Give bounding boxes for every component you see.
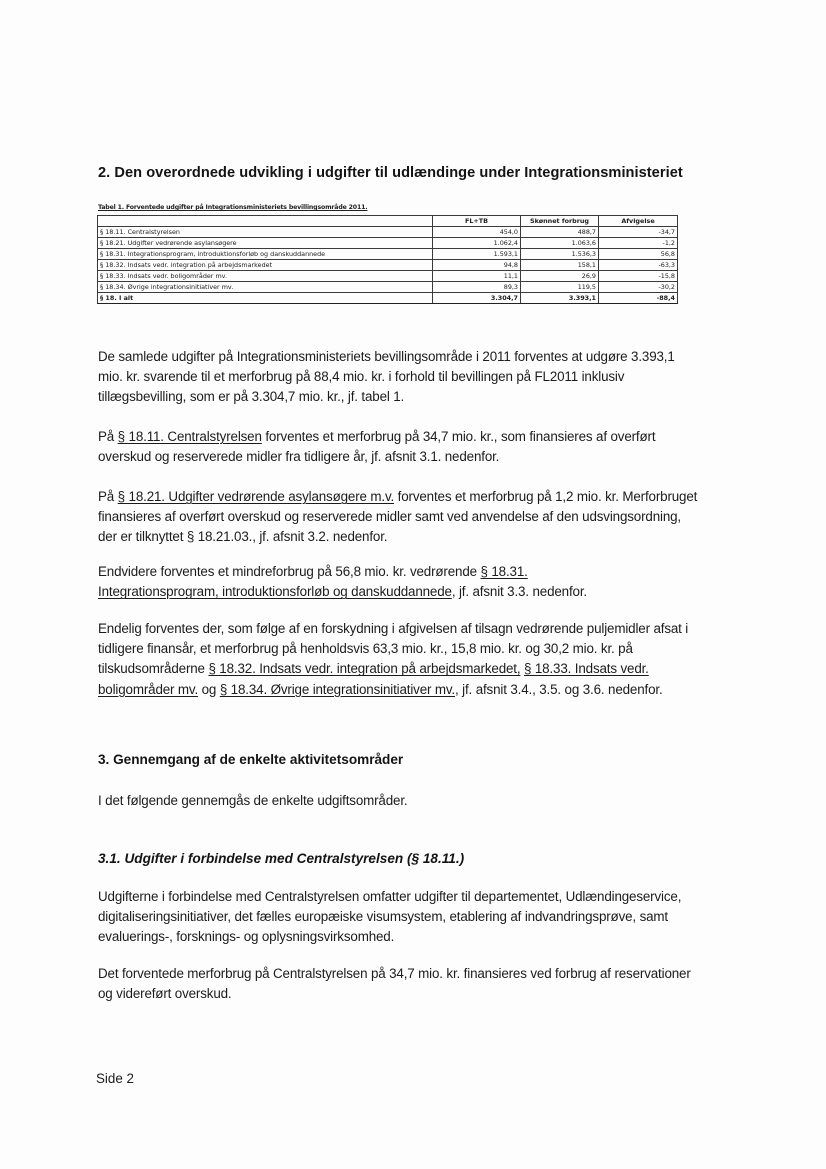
link-18-11[interactable]: § 18.11. Centralstyrelsen bbox=[117, 429, 262, 444]
row-label: § 18.33. Indsats vedr. boligområder mv. bbox=[98, 271, 433, 282]
section-3-1-heading: 3.1. Udgifter i forbindelse med Centralstyrelsen (§ 18.11.) bbox=[98, 851, 465, 866]
row-label: § 18.32. Indsats vedr. integration på arbejdsmarkedet bbox=[98, 260, 433, 271]
header-skonnet-forbrug: Skønnet forbrug bbox=[521, 216, 599, 227]
paragraph-section-3-intro: I det følgende gennemgås de enkelte udgiftsområder. bbox=[98, 793, 408, 808]
table-caption: Tabel 1. Forventede udgifter på Integrationsministeriets bevillingsområde 2011. bbox=[98, 204, 368, 211]
row-skonnet: 158,1 bbox=[521, 260, 599, 271]
text-pre: Endvidere forventes et mindreforbrug på 56,8 mio. kr. vedrørende bbox=[98, 564, 481, 579]
section-2-heading: 2. Den overordnede udvikling i udgifter til udlændinge under Integrationsministeriet bbox=[98, 165, 683, 181]
header-blank bbox=[98, 216, 433, 227]
text-pre: Endelig forventes der, som følge af en forskydning i afgivelsen af tilsagn vedrørende puljemidler afsat i tidligere finansår, et merforbrug på henholdsvis 63,3 mio. kr., 15,8 mio. kr. og 30,2 mio. kr. på tilskudsområderne bbox=[98, 621, 689, 677]
link-18-31[interactable]: § 18.31. Integrationsprogram, introduktionsforløb og danskuddannede bbox=[98, 564, 528, 600]
total-fltb: 3.304,7 bbox=[433, 293, 521, 304]
total-label: § 18. I alt bbox=[98, 293, 433, 304]
text-post: , jf. afsnit 3.3. nedenfor. bbox=[451, 584, 587, 600]
row-afvigelse: -30,2 bbox=[599, 282, 678, 293]
expenditure-table bbox=[97, 215, 678, 304]
row-afvigelse: 56,8 bbox=[599, 249, 678, 260]
row-fltb: 94,8 bbox=[433, 260, 521, 271]
table-row bbox=[98, 271, 678, 282]
row-skonnet: 26,9 bbox=[521, 271, 599, 282]
row-afvigelse: -34,7 bbox=[599, 227, 678, 238]
paragraph-summary: De samlede udgifter på Integrationsministeriets bevillingsområde i 2011 forventes at udgøre 3.393,1 mio. kr. svarende til et merforbrug på 88,4 mio. kr. i forhold til bevillingen på FL2011 inklusiv tillægsbevilling, som er på 3.304,7 mio. kr., jf. tabel 1. bbox=[98, 349, 675, 405]
text-pre: På bbox=[98, 489, 118, 504]
table-row bbox=[98, 249, 678, 260]
total-skonnet: 3.393,1 bbox=[521, 293, 599, 304]
link-18-33[interactable]: § 18.33. Indsats vedr. boligområder mv. bbox=[98, 661, 649, 697]
row-skonnet: 1.063,6 bbox=[521, 238, 599, 249]
table-row bbox=[98, 260, 678, 271]
text-post: forventes et merforbrug på 1,2 mio. kr. Merforbruget finansieres af overført overskud og reserverede midler samt ved anvendelse af den udsvingsordning, der er tilknyttet § 18.21.03., jf. afsnit 3.2. nedenfor. bbox=[98, 489, 698, 545]
row-label: § 18.21. Udgifter vedrørende asylansøgere bbox=[98, 238, 433, 249]
header-fltb: FL+TB bbox=[433, 216, 521, 227]
row-afvigelse: -15,8 bbox=[599, 271, 678, 282]
text-post: forventes et merforbrug på 34,7 mio. kr., som finansieres af overført overskud og reserverede midler fra tidligere år, jf. afsnit 3.1. nedenfor. bbox=[98, 429, 656, 465]
table-row bbox=[98, 227, 678, 238]
paragraph-tilskudsomrader bbox=[98, 619, 698, 700]
row-fltb: 11,1 bbox=[433, 271, 521, 282]
text-post: , jf. afsnit 3.4., 3.5. og 3.6. nedenfor. bbox=[455, 681, 663, 697]
row-label: § 18.31. Integrationsprogram, introduktionsforløb og danskuddannede bbox=[98, 249, 433, 260]
text-mid: og bbox=[198, 681, 220, 697]
row-fltb: 89,3 bbox=[433, 282, 521, 293]
section-3-heading: 3. Gennemgang af de enkelte aktivitetsområder bbox=[98, 752, 404, 767]
link-18-32[interactable]: § 18.32. Indsats vedr. integration på arbejdsmarkedet, bbox=[208, 661, 521, 677]
table-row bbox=[98, 238, 678, 249]
text-pre: På bbox=[98, 429, 118, 444]
row-afvigelse: -1,2 bbox=[599, 238, 678, 249]
paragraph-centralstyrelsen-scope: Udgifterne i forbindelse med Centralstyrelsen omfatter udgifter til departementet, Udlændingeservice, digitaliseringsinitiativer, det fælles europæiske visumsystem, etablering af indvandringsprøve, samt evaluerings-, forsknings- og oplysningsvirksomhed. bbox=[98, 889, 682, 945]
total-afvigelse: -88,4 bbox=[599, 293, 678, 304]
row-label: § 18.11. Centralstyrelsen bbox=[98, 227, 433, 238]
table-header-row bbox=[98, 216, 678, 227]
table-row bbox=[98, 282, 678, 293]
row-fltb: 454,0 bbox=[433, 227, 521, 238]
paragraph-centralstyrelsen bbox=[98, 427, 698, 467]
row-skonnet: 1.536,3 bbox=[521, 249, 599, 260]
row-label: § 18.34. Øvrige integrationsinitiativer mv. bbox=[98, 282, 433, 293]
link-18-21[interactable]: § 18.21. Udgifter vedrørende asylansøgere m.v. bbox=[117, 489, 395, 504]
row-fltb: 1.062,4 bbox=[433, 238, 521, 249]
table-total-row bbox=[98, 293, 678, 304]
row-skonnet: 119,5 bbox=[521, 282, 599, 293]
page-number: Side 2 bbox=[96, 1071, 134, 1086]
row-afvigelse: -63,3 bbox=[599, 260, 678, 271]
paragraph-integrationsprogram bbox=[98, 562, 618, 602]
link-18-34[interactable]: § 18.34. Øvrige integrationsinitiativer mv. bbox=[219, 681, 456, 697]
paragraph-asylansogere bbox=[98, 487, 698, 548]
header-afvigelse: Afvigelse bbox=[599, 216, 678, 227]
row-fltb: 1.593,1 bbox=[433, 249, 521, 260]
paragraph-centralstyrelsen-financing: Det forventede merforbrug på Centralstyrelsen på 34,7 mio. kr. finansieres ved forbrug af reservationer og videreført overskud. bbox=[98, 966, 691, 1002]
row-skonnet: 488,7 bbox=[521, 227, 599, 238]
